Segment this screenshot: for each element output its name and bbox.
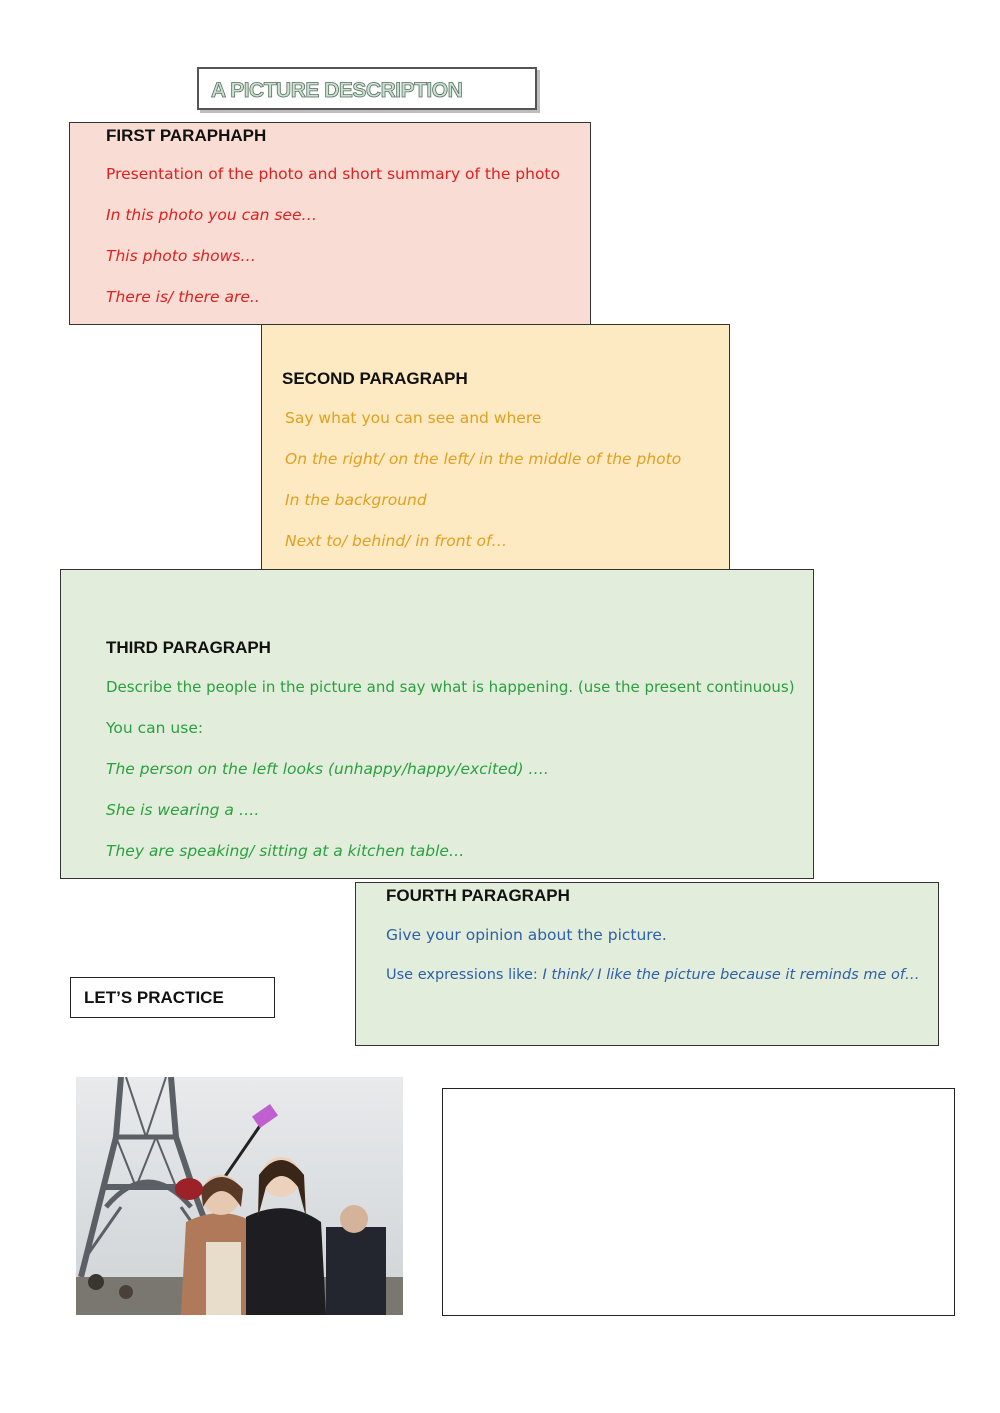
- fourth-paragraph-card: [355, 882, 939, 1046]
- second-paragraph-line: Next to/ behind/ in front of…: [285, 532, 507, 550]
- page-title: A PICTURE DESCRIPTION: [211, 79, 463, 102]
- fourth-paragraph-lead: Use expressions like:: [386, 967, 543, 983]
- third-paragraph-heading: THIRD PARAGRAPH: [106, 638, 271, 657]
- fourth-paragraph-heading: FOURTH PARAGRAPH: [386, 886, 570, 905]
- photo-illustration: [76, 1077, 403, 1315]
- fourth-paragraph-example: I think/ I like the picture because it reminds me of…: [542, 967, 920, 983]
- first-paragraph-line: Presentation of the photo and short summary of the photo: [106, 165, 560, 183]
- third-paragraph-line: She is wearing a ….: [106, 801, 260, 819]
- second-paragraph-card: [261, 324, 730, 570]
- title-box: [197, 67, 537, 110]
- first-paragraph-line: In this photo you can see…: [106, 206, 317, 224]
- fourth-paragraph-line: Give your opinion about the picture.: [386, 926, 667, 944]
- practice-label: LET’S PRACTICE: [84, 988, 224, 1007]
- practice-photo: [76, 1077, 403, 1315]
- third-paragraph-line: The person on the left looks (unhappy/happy/excited) ….: [106, 760, 549, 778]
- fourth-paragraph-line: [386, 967, 919, 983]
- third-paragraph-line: They are speaking/ sitting at a kitchen table…: [106, 842, 465, 860]
- second-paragraph-heading: SECOND PARAGRAPH: [282, 369, 468, 388]
- second-paragraph-line: Say what you can see and where: [285, 409, 542, 427]
- practice-label-box: [70, 977, 275, 1018]
- first-paragraph-heading: FIRST PARAPHAPH: [106, 126, 267, 145]
- third-paragraph-line: You can use:: [106, 719, 204, 737]
- second-paragraph-line: In the background: [285, 491, 427, 509]
- third-paragraph-line: Describe the people in the picture and say what is happening. (use the present continuous): [106, 678, 795, 696]
- first-paragraph-line: This photo shows…: [106, 247, 256, 265]
- first-paragraph-card: [69, 122, 591, 325]
- second-paragraph-line: On the right/ on the left/ in the middle of the photo: [285, 450, 682, 468]
- third-paragraph-card: [60, 569, 814, 879]
- answer-box[interactable]: [442, 1088, 955, 1316]
- first-paragraph-line: There is/ there are..: [106, 288, 260, 306]
